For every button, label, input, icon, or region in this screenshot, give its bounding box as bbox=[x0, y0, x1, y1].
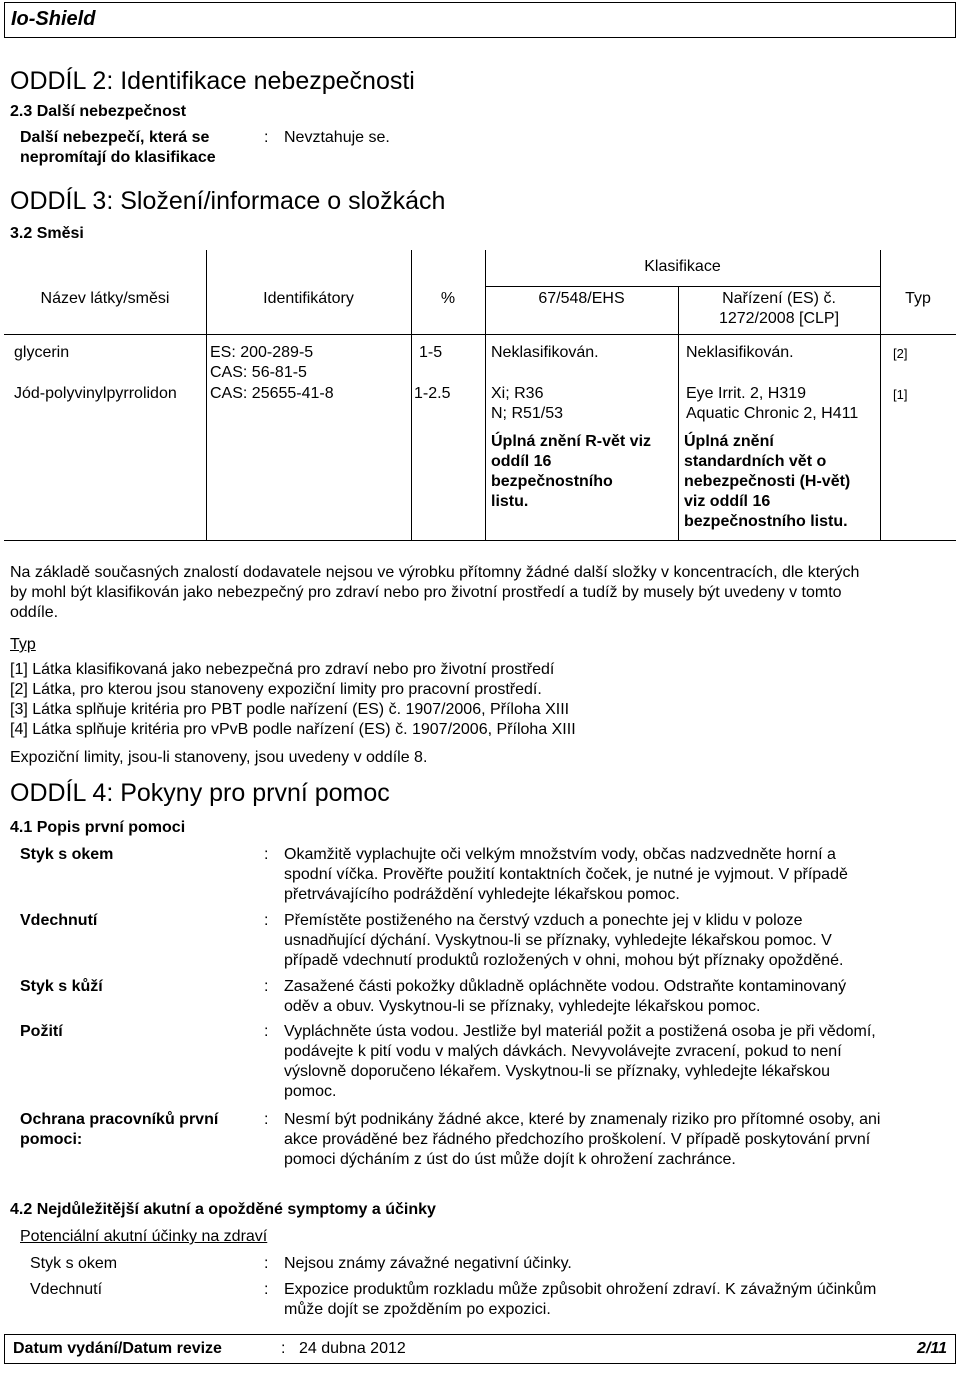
cell-eec: N; R51/53 bbox=[491, 405, 564, 422]
section4-heading: ODDÍL 4: Pokyny pro první pomoc bbox=[10, 779, 390, 807]
first-aid-colon: : bbox=[264, 1023, 269, 1040]
table-bottom-rule bbox=[4, 540, 956, 541]
first-aid-label: Vdechnutí bbox=[20, 912, 98, 929]
col-identifiers: Identifikátory bbox=[263, 290, 354, 307]
first-aid-label: Styk s kůží bbox=[20, 978, 103, 995]
col-typ: Typ bbox=[905, 290, 931, 307]
col-klasifikace: Klasifikace bbox=[644, 258, 721, 275]
col-clp-2: 1272/2008 [CLP] bbox=[718, 310, 840, 327]
acute-text: Nejsou známy závažné negativní účinky. bbox=[284, 1255, 572, 1272]
cell-clp: Eye Irrit. 2, H319 bbox=[686, 385, 807, 402]
section2-subheading: 2.3 Další nebezpečnost bbox=[10, 103, 187, 120]
note-clp: viz oddíl 16 bbox=[684, 493, 771, 510]
note-clp: nebezpečnosti (H-vět) bbox=[684, 473, 851, 490]
exposure-note: Expoziční limity, jsou-li stanoveny, jsou uvedeny v oddíle 8. bbox=[10, 749, 428, 766]
cell-name: Jód-polyvinylpyrrolidon bbox=[14, 385, 177, 402]
cell-eec: Neklasifikován. bbox=[491, 344, 599, 361]
first-aid-text: pomoci dýcháním z úst do úst může dojít k ohrožení zachránce. bbox=[284, 1151, 736, 1168]
header-box bbox=[4, 2, 956, 38]
first-aid-text: Vypláchněte ústa vodou. Jestliže byl materiál požit a postižená osoba je při vědomí, bbox=[284, 1023, 876, 1040]
first-aid-text: podávejte k pití vodu v malých dávkách. Nevyvolávejte zvracení, pokud to není bbox=[284, 1043, 842, 1060]
first-aid-text: Zasažené části pokožky důkladně opláchněte vodou. Odstraňte kontaminovaný bbox=[284, 978, 847, 995]
hazard-label-2: nepromítají do klasifikace bbox=[20, 149, 216, 166]
first-aid-label: Styk s okem bbox=[20, 846, 114, 863]
hazard-colon: : bbox=[264, 129, 269, 146]
cell-id: CAS: 56-81-5 bbox=[210, 364, 307, 381]
note-clp: bezpečnostního listu. bbox=[684, 513, 848, 530]
section3-heading: ODDÍL 3: Složení/informace o složkách bbox=[10, 187, 446, 215]
section42-subheading: 4.2 Nejdůležitější akutní a opožděné symptomy a účinky bbox=[10, 1201, 436, 1218]
col-percent: % bbox=[440, 290, 456, 307]
note-eec: bezpečnostního bbox=[491, 473, 613, 490]
acute-label: Vdechnutí bbox=[30, 1281, 103, 1298]
first-aid-colon: : bbox=[264, 912, 269, 929]
cell-percent: 1-5 bbox=[419, 344, 443, 361]
note-eec: Úplná znění R-vět viz bbox=[491, 433, 652, 450]
first-aid-text: usnadňující dýchání. Vyskytnou-li se příznaky, vyhledejte lékařskou pomoc. V bbox=[284, 932, 832, 949]
first-aid-text: výslovně doporučeno lékařem. Vyskytnou-li se příznaky, vyhledejte lékařskou bbox=[284, 1063, 831, 1080]
first-aid-text: pomoc. bbox=[284, 1083, 337, 1100]
first-aid-colon: : bbox=[264, 846, 269, 863]
cell-id: ES: 200-289-5 bbox=[210, 344, 314, 361]
composition-paragraph: by mohl být klasifikován jako nebezpečný pro zdraví nebo pro životní prostředí a tudíž by musely být uvedeny v tomto bbox=[10, 584, 842, 601]
col-clp-1: Nařízení (ES) č. bbox=[722, 290, 836, 307]
cell-typ: [1] bbox=[893, 387, 908, 402]
note-eec: listu. bbox=[491, 493, 529, 510]
acute-label: Styk s okem bbox=[30, 1255, 118, 1272]
cell-typ: [2] bbox=[893, 346, 908, 361]
footer-colon: : bbox=[281, 1340, 286, 1357]
first-aid-text: případě vdechnutí produktů rozložených v ohni, mohou být příznaky opožděné. bbox=[284, 952, 844, 969]
cell-percent: 1-2.5 bbox=[414, 385, 451, 402]
hazard-label-1: Další nebezpečí, která se bbox=[20, 129, 210, 146]
first-aid-text: přetrvávajícího podráždění vyhledejte lékařskou pomoc. bbox=[284, 886, 680, 903]
first-aid-label: pomoci: bbox=[20, 1131, 83, 1148]
cell-eec: Xi; R36 bbox=[491, 385, 544, 402]
footer-date: 24 dubna 2012 bbox=[299, 1340, 406, 1357]
acute-text: může dojít se zpožděním po expozici. bbox=[284, 1301, 551, 1318]
first-aid-text: Nesmí být podnikány žádné akce, které by znamenaly riziko pro přítomné osoby, ani bbox=[284, 1111, 881, 1128]
col-name: Název látky/směsi bbox=[40, 290, 170, 307]
note-clp: standardních vět o bbox=[684, 453, 827, 470]
note-eec: oddíl 16 bbox=[491, 453, 552, 470]
footer-box bbox=[4, 1334, 956, 1364]
col-eec: 67/548/EHS bbox=[538, 290, 625, 307]
first-aid-colon: : bbox=[264, 978, 269, 995]
acute-effects-heading: Potenciální akutní účinky na zdraví bbox=[20, 1228, 268, 1245]
first-aid-text: Přemístěte postiženého na čerstvý vzduch a ponechte jej v klidu v poloze bbox=[284, 912, 803, 929]
composition-paragraph: Na základě současných znalostí dodavatele nejsou ve výrobku přítomny žádné další složky v koncentracích, dle kterých bbox=[10, 564, 860, 581]
first-aid-label: Ochrana pracovníků první bbox=[20, 1111, 219, 1128]
acute-colon: : bbox=[264, 1255, 269, 1272]
composition-paragraph: oddíle. bbox=[10, 604, 59, 621]
first-aid-colon: : bbox=[264, 1111, 269, 1128]
cell-id: CAS: 25655-41-8 bbox=[210, 385, 334, 402]
cell-name: glycerin bbox=[14, 344, 70, 361]
table-divider bbox=[485, 286, 880, 287]
first-aid-text: Okamžitě vyplachujte oči velkým množstvím vody, občas nadzvedněte horní a bbox=[284, 846, 836, 863]
first-aid-text: oděv a obuv. Vyskytnou-li se příznaky, vyhledejte lékařskou pomoc. bbox=[284, 998, 761, 1015]
footer-label: Datum vydání/Datum revize bbox=[13, 1340, 222, 1357]
hazard-value: Nevztahuje se. bbox=[284, 129, 390, 146]
document-title: Io-Shield bbox=[11, 8, 96, 30]
note-clp: Úplná znění bbox=[684, 433, 774, 450]
cell-clp: Neklasifikován. bbox=[686, 344, 794, 361]
typ-item: [1] Látka klasifikovaná jako nebezpečná pro zdraví nebo pro životní prostředí bbox=[10, 661, 555, 678]
typ-item: [4] Látka splňuje kritéria pro vPvB podle nařízení (ES) č. 1907/2006, Příloha XIII bbox=[10, 721, 576, 738]
section4-subheading: 4.1 Popis první pomoci bbox=[10, 819, 186, 836]
table-divider bbox=[4, 334, 956, 335]
section3-subheading: 3.2 Směsi bbox=[10, 225, 84, 242]
cell-clp: Aquatic Chronic 2, H411 bbox=[686, 405, 859, 422]
first-aid-text: akce prováděné bez řádného předchozího proškolení. V případě poskytování první bbox=[284, 1131, 871, 1148]
first-aid-text: spodní víčka. Prověřte použití kontaktních čoček, je nutné je vyjmout. V případě bbox=[284, 866, 848, 883]
first-aid-label: Požití bbox=[20, 1023, 63, 1040]
typ-heading: Typ bbox=[10, 636, 36, 653]
page-number: 2/11 bbox=[917, 1340, 947, 1357]
typ-item: [3] Látka splňuje kritéria pro PBT podle nařízení (ES) č. 1907/2006, Příloha XIII bbox=[10, 701, 570, 718]
typ-item: [2] Látka, pro kterou jsou stanoveny expoziční limity pro pracovní prostředí. bbox=[10, 681, 542, 698]
acute-text: Expozice produktům rozkladu může způsobit ohrožení zdraví. K závažným účinkům bbox=[284, 1281, 877, 1298]
section2-heading: ODDÍL 2: Identifikace nebezpečnosti bbox=[10, 67, 415, 95]
acute-colon: : bbox=[264, 1281, 269, 1298]
